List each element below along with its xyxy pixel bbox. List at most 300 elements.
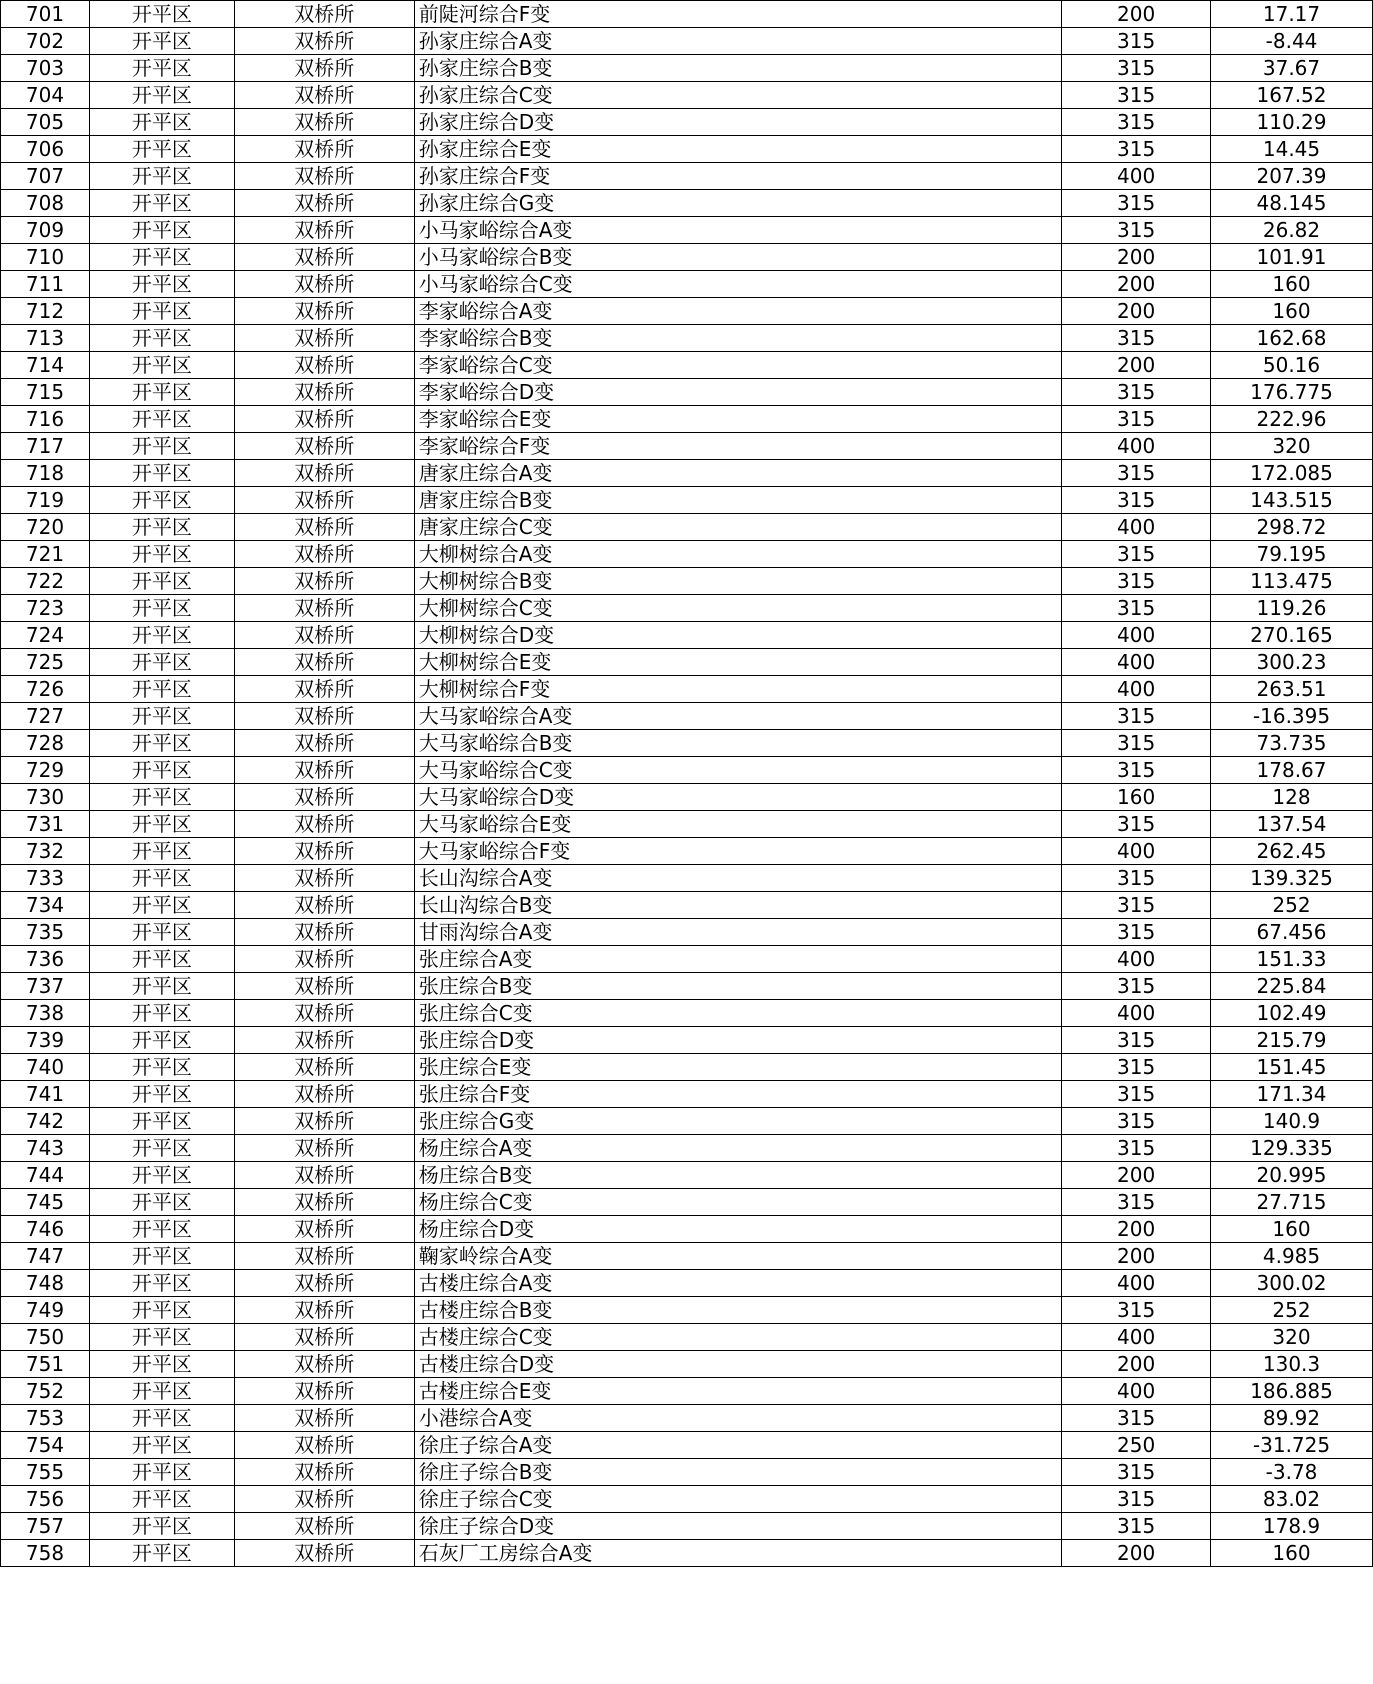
capacity-cell: 315 xyxy=(1062,325,1211,352)
station-cell: 双桥所 xyxy=(234,1135,414,1162)
row-number-cell: 714 xyxy=(1,352,90,379)
capacity-cell: 315 xyxy=(1062,1054,1211,1081)
capacity-cell: 400 xyxy=(1062,649,1211,676)
district-cell: 开平区 xyxy=(89,1189,234,1216)
row-number-cell: 703 xyxy=(1,55,90,82)
capacity-cell: 315 xyxy=(1062,892,1211,919)
district-cell: 开平区 xyxy=(89,1324,234,1351)
station-cell: 双桥所 xyxy=(234,1297,414,1324)
row-number-cell: 756 xyxy=(1,1486,90,1513)
transformer-name-cell: 大马家峪综合D变 xyxy=(414,784,1061,811)
table-row xyxy=(1,55,1373,82)
row-number-cell: 723 xyxy=(1,595,90,622)
row-number-cell: 746 xyxy=(1,1216,90,1243)
district-cell: 开平区 xyxy=(89,55,234,82)
station-cell: 双桥所 xyxy=(234,1378,414,1405)
capacity-cell: 315 xyxy=(1062,109,1211,136)
transformer-name-cell: 李家峪综合F变 xyxy=(414,433,1061,460)
row-number-cell: 712 xyxy=(1,298,90,325)
district-cell: 开平区 xyxy=(89,298,234,325)
capacity-cell: 315 xyxy=(1062,1459,1211,1486)
table-row xyxy=(1,217,1373,244)
row-number-cell: 722 xyxy=(1,568,90,595)
value-cell: 167.52 xyxy=(1211,82,1373,109)
capacity-cell: 315 xyxy=(1062,757,1211,784)
value-cell: 215.79 xyxy=(1211,1027,1373,1054)
value-cell: 129.335 xyxy=(1211,1135,1373,1162)
row-number-cell: 740 xyxy=(1,1054,90,1081)
table-row xyxy=(1,1324,1373,1351)
station-cell: 双桥所 xyxy=(234,325,414,352)
station-cell: 双桥所 xyxy=(234,244,414,271)
station-cell: 双桥所 xyxy=(234,1162,414,1189)
transformer-name-cell: 孙家庄综合D变 xyxy=(414,109,1061,136)
row-number-cell: 716 xyxy=(1,406,90,433)
transformer-name-cell: 徐庄子综合A变 xyxy=(414,1432,1061,1459)
value-cell: 110.29 xyxy=(1211,109,1373,136)
district-cell: 开平区 xyxy=(89,1000,234,1027)
transformer-name-cell: 唐家庄综合C变 xyxy=(414,514,1061,541)
table-row xyxy=(1,136,1373,163)
value-cell: 67.456 xyxy=(1211,919,1373,946)
station-cell: 双桥所 xyxy=(234,1027,414,1054)
transformer-name-cell: 小马家峪综合B变 xyxy=(414,244,1061,271)
capacity-cell: 315 xyxy=(1062,379,1211,406)
district-cell: 开平区 xyxy=(89,82,234,109)
transformer-name-cell: 大马家峪综合E变 xyxy=(414,811,1061,838)
transformer-name-cell: 大柳树综合F变 xyxy=(414,676,1061,703)
table-row xyxy=(1,244,1373,271)
table-row xyxy=(1,1351,1373,1378)
row-number-cell: 744 xyxy=(1,1162,90,1189)
transformer-name-cell: 李家峪综合B变 xyxy=(414,325,1061,352)
value-cell: 186.885 xyxy=(1211,1378,1373,1405)
table-row xyxy=(1,595,1373,622)
district-cell: 开平区 xyxy=(89,919,234,946)
capacity-cell: 400 xyxy=(1062,163,1211,190)
row-number-cell: 717 xyxy=(1,433,90,460)
district-cell: 开平区 xyxy=(89,1243,234,1270)
station-cell: 双桥所 xyxy=(234,352,414,379)
table-row xyxy=(1,703,1373,730)
station-cell: 双桥所 xyxy=(234,757,414,784)
transformer-name-cell: 石灰厂工房综合A变 xyxy=(414,1540,1061,1567)
value-cell: 27.715 xyxy=(1211,1189,1373,1216)
value-cell: 4.985 xyxy=(1211,1243,1373,1270)
table-row xyxy=(1,1486,1373,1513)
value-cell: 130.3 xyxy=(1211,1351,1373,1378)
transformer-name-cell: 古楼庄综合B变 xyxy=(414,1297,1061,1324)
transformer-name-cell: 长山沟综合A变 xyxy=(414,865,1061,892)
table-row xyxy=(1,568,1373,595)
table-row xyxy=(1,1540,1373,1567)
district-cell: 开平区 xyxy=(89,1216,234,1243)
value-cell: 176.775 xyxy=(1211,379,1373,406)
table-row xyxy=(1,1405,1373,1432)
table-row xyxy=(1,865,1373,892)
station-cell: 双桥所 xyxy=(234,568,414,595)
row-number-cell: 726 xyxy=(1,676,90,703)
station-cell: 双桥所 xyxy=(234,298,414,325)
capacity-cell: 315 xyxy=(1062,568,1211,595)
capacity-cell: 315 xyxy=(1062,1486,1211,1513)
district-cell: 开平区 xyxy=(89,730,234,757)
station-cell: 双桥所 xyxy=(234,1054,414,1081)
station-cell: 双桥所 xyxy=(234,811,414,838)
district-cell: 开平区 xyxy=(89,1432,234,1459)
district-cell: 开平区 xyxy=(89,28,234,55)
value-cell: 128 xyxy=(1211,784,1373,811)
transformer-name-cell: 小港综合A变 xyxy=(414,1405,1061,1432)
district-cell: 开平区 xyxy=(89,514,234,541)
table-row xyxy=(1,1081,1373,1108)
station-cell: 双桥所 xyxy=(234,406,414,433)
transformer-name-cell: 张庄综合C变 xyxy=(414,1000,1061,1027)
transformer-name-cell: 张庄综合D变 xyxy=(414,1027,1061,1054)
value-cell: 178.67 xyxy=(1211,757,1373,784)
value-cell: 300.02 xyxy=(1211,1270,1373,1297)
value-cell: -3.78 xyxy=(1211,1459,1373,1486)
district-cell: 开平区 xyxy=(89,1270,234,1297)
district-cell: 开平区 xyxy=(89,1027,234,1054)
value-cell: 270.165 xyxy=(1211,622,1373,649)
station-cell: 双桥所 xyxy=(234,1000,414,1027)
capacity-cell: 200 xyxy=(1062,1162,1211,1189)
row-number-cell: 728 xyxy=(1,730,90,757)
station-cell: 双桥所 xyxy=(234,784,414,811)
table-row xyxy=(1,325,1373,352)
capacity-cell: 315 xyxy=(1062,460,1211,487)
row-number-cell: 725 xyxy=(1,649,90,676)
value-cell: 17.17 xyxy=(1211,1,1373,28)
transformer-name-cell: 张庄综合B变 xyxy=(414,973,1061,1000)
row-number-cell: 720 xyxy=(1,514,90,541)
transformer-name-cell: 徐庄子综合C变 xyxy=(414,1486,1061,1513)
row-number-cell: 706 xyxy=(1,136,90,163)
table-row xyxy=(1,109,1373,136)
table-row xyxy=(1,622,1373,649)
station-cell: 双桥所 xyxy=(234,1486,414,1513)
district-cell: 开平区 xyxy=(89,757,234,784)
capacity-cell: 400 xyxy=(1062,676,1211,703)
district-cell: 开平区 xyxy=(89,163,234,190)
table-row xyxy=(1,298,1373,325)
row-number-cell: 711 xyxy=(1,271,90,298)
station-cell: 双桥所 xyxy=(234,163,414,190)
row-number-cell: 709 xyxy=(1,217,90,244)
table-row xyxy=(1,271,1373,298)
capacity-cell: 315 xyxy=(1062,28,1211,55)
capacity-cell: 200 xyxy=(1062,1,1211,28)
transformer-name-cell: 唐家庄综合B变 xyxy=(414,487,1061,514)
row-number-cell: 737 xyxy=(1,973,90,1000)
table-row xyxy=(1,1216,1373,1243)
table-row xyxy=(1,1054,1373,1081)
value-cell: 320 xyxy=(1211,433,1373,460)
value-cell: 143.515 xyxy=(1211,487,1373,514)
value-cell: 172.085 xyxy=(1211,460,1373,487)
capacity-cell: 315 xyxy=(1062,217,1211,244)
transformer-name-cell: 孙家庄综合G变 xyxy=(414,190,1061,217)
transformer-name-cell: 长山沟综合B变 xyxy=(414,892,1061,919)
district-cell: 开平区 xyxy=(89,1108,234,1135)
district-cell: 开平区 xyxy=(89,676,234,703)
station-cell: 双桥所 xyxy=(234,1270,414,1297)
value-cell: 252 xyxy=(1211,892,1373,919)
station-cell: 双桥所 xyxy=(234,82,414,109)
table-row xyxy=(1,406,1373,433)
table-row xyxy=(1,1108,1373,1135)
station-cell: 双桥所 xyxy=(234,1324,414,1351)
capacity-cell: 250 xyxy=(1062,1432,1211,1459)
station-cell: 双桥所 xyxy=(234,433,414,460)
transformer-name-cell: 杨庄综合D变 xyxy=(414,1216,1061,1243)
transformer-name-cell: 李家峪综合A变 xyxy=(414,298,1061,325)
station-cell: 双桥所 xyxy=(234,838,414,865)
row-number-cell: 702 xyxy=(1,28,90,55)
row-number-cell: 701 xyxy=(1,1,90,28)
district-cell: 开平区 xyxy=(89,946,234,973)
capacity-cell: 315 xyxy=(1062,1135,1211,1162)
table-row xyxy=(1,1162,1373,1189)
capacity-cell: 315 xyxy=(1062,1297,1211,1324)
row-number-cell: 739 xyxy=(1,1027,90,1054)
value-cell: 171.34 xyxy=(1211,1081,1373,1108)
district-cell: 开平区 xyxy=(89,568,234,595)
value-cell: 178.9 xyxy=(1211,1513,1373,1540)
value-cell: -16.395 xyxy=(1211,703,1373,730)
capacity-cell: 400 xyxy=(1062,838,1211,865)
station-cell: 双桥所 xyxy=(234,946,414,973)
station-cell: 双桥所 xyxy=(234,1,414,28)
row-number-cell: 731 xyxy=(1,811,90,838)
table-row xyxy=(1,433,1373,460)
district-cell: 开平区 xyxy=(89,406,234,433)
row-number-cell: 748 xyxy=(1,1270,90,1297)
table-row xyxy=(1,1297,1373,1324)
table-row xyxy=(1,1432,1373,1459)
value-cell: 20.995 xyxy=(1211,1162,1373,1189)
station-cell: 双桥所 xyxy=(234,622,414,649)
transformer-name-cell: 孙家庄综合C变 xyxy=(414,82,1061,109)
table-row xyxy=(1,676,1373,703)
table-row xyxy=(1,1189,1373,1216)
value-cell: 263.51 xyxy=(1211,676,1373,703)
transformer-name-cell: 李家峪综合E变 xyxy=(414,406,1061,433)
transformer-name-cell: 徐庄子综合D变 xyxy=(414,1513,1061,1540)
district-cell: 开平区 xyxy=(89,649,234,676)
row-number-cell: 710 xyxy=(1,244,90,271)
district-cell: 开平区 xyxy=(89,1405,234,1432)
transformer-name-cell: 甘雨沟综合A变 xyxy=(414,919,1061,946)
value-cell: 160 xyxy=(1211,1216,1373,1243)
district-cell: 开平区 xyxy=(89,622,234,649)
transformer-name-cell: 唐家庄综合A变 xyxy=(414,460,1061,487)
table-row xyxy=(1,784,1373,811)
capacity-cell: 315 xyxy=(1062,190,1211,217)
value-cell: -31.725 xyxy=(1211,1432,1373,1459)
value-cell: 160 xyxy=(1211,298,1373,325)
value-cell: 102.49 xyxy=(1211,1000,1373,1027)
district-cell: 开平区 xyxy=(89,1162,234,1189)
table-row xyxy=(1,1459,1373,1486)
transformer-name-cell: 鞠家岭综合A变 xyxy=(414,1243,1061,1270)
table-row xyxy=(1,730,1373,757)
transformer-name-cell: 张庄综合E变 xyxy=(414,1054,1061,1081)
capacity-cell: 400 xyxy=(1062,946,1211,973)
district-cell: 开平区 xyxy=(89,703,234,730)
row-number-cell: 727 xyxy=(1,703,90,730)
row-number-cell: 741 xyxy=(1,1081,90,1108)
row-number-cell: 752 xyxy=(1,1378,90,1405)
row-number-cell: 754 xyxy=(1,1432,90,1459)
capacity-cell: 315 xyxy=(1062,1108,1211,1135)
transformer-name-cell: 徐庄子综合B变 xyxy=(414,1459,1061,1486)
capacity-cell: 315 xyxy=(1062,541,1211,568)
station-cell: 双桥所 xyxy=(234,1459,414,1486)
capacity-cell: 315 xyxy=(1062,730,1211,757)
value-cell: 300.23 xyxy=(1211,649,1373,676)
table-row xyxy=(1,1270,1373,1297)
row-number-cell: 718 xyxy=(1,460,90,487)
table-row xyxy=(1,190,1373,217)
table-row xyxy=(1,28,1373,55)
station-cell: 双桥所 xyxy=(234,865,414,892)
row-number-cell: 705 xyxy=(1,109,90,136)
table-row xyxy=(1,352,1373,379)
capacity-cell: 315 xyxy=(1062,136,1211,163)
station-cell: 双桥所 xyxy=(234,730,414,757)
station-cell: 双桥所 xyxy=(234,1216,414,1243)
transformer-name-cell: 杨庄综合C变 xyxy=(414,1189,1061,1216)
station-cell: 双桥所 xyxy=(234,1108,414,1135)
value-cell: 320 xyxy=(1211,1324,1373,1351)
district-cell: 开平区 xyxy=(89,541,234,568)
value-cell: 48.145 xyxy=(1211,190,1373,217)
capacity-cell: 200 xyxy=(1062,352,1211,379)
station-cell: 双桥所 xyxy=(234,676,414,703)
district-cell: 开平区 xyxy=(89,1054,234,1081)
station-cell: 双桥所 xyxy=(234,460,414,487)
value-cell: 262.45 xyxy=(1211,838,1373,865)
transformer-name-cell: 张庄综合A变 xyxy=(414,946,1061,973)
table-body xyxy=(1,1,1373,1567)
capacity-cell: 315 xyxy=(1062,1081,1211,1108)
row-number-cell: 735 xyxy=(1,919,90,946)
district-cell: 开平区 xyxy=(89,892,234,919)
capacity-cell: 400 xyxy=(1062,1270,1211,1297)
row-number-cell: 745 xyxy=(1,1189,90,1216)
transformer-name-cell: 孙家庄综合B变 xyxy=(414,55,1061,82)
capacity-cell: 315 xyxy=(1062,1513,1211,1540)
row-number-cell: 733 xyxy=(1,865,90,892)
value-cell: 119.26 xyxy=(1211,595,1373,622)
transformer-name-cell: 古楼庄综合C变 xyxy=(414,1324,1061,1351)
row-number-cell: 713 xyxy=(1,325,90,352)
transformer-name-cell: 张庄综合F变 xyxy=(414,1081,1061,1108)
row-number-cell: 742 xyxy=(1,1108,90,1135)
value-cell: 89.92 xyxy=(1211,1405,1373,1432)
transformer-name-cell: 杨庄综合B变 xyxy=(414,1162,1061,1189)
station-cell: 双桥所 xyxy=(234,109,414,136)
table-row xyxy=(1,1027,1373,1054)
district-cell: 开平区 xyxy=(89,244,234,271)
table-row xyxy=(1,487,1373,514)
table-row xyxy=(1,838,1373,865)
district-cell: 开平区 xyxy=(89,433,234,460)
district-cell: 开平区 xyxy=(89,1540,234,1567)
capacity-cell: 400 xyxy=(1062,514,1211,541)
row-number-cell: 757 xyxy=(1,1513,90,1540)
district-cell: 开平区 xyxy=(89,811,234,838)
transformer-name-cell: 李家峪综合C变 xyxy=(414,352,1061,379)
row-number-cell: 724 xyxy=(1,622,90,649)
transformer-name-cell: 小马家峪综合C变 xyxy=(414,271,1061,298)
capacity-cell: 400 xyxy=(1062,622,1211,649)
table-row xyxy=(1,379,1373,406)
capacity-cell: 400 xyxy=(1062,1378,1211,1405)
district-cell: 开平区 xyxy=(89,865,234,892)
value-cell: -8.44 xyxy=(1211,28,1373,55)
row-number-cell: 707 xyxy=(1,163,90,190)
station-cell: 双桥所 xyxy=(234,1351,414,1378)
table-row xyxy=(1,892,1373,919)
value-cell: 298.72 xyxy=(1211,514,1373,541)
table-row xyxy=(1,757,1373,784)
district-cell: 开平区 xyxy=(89,109,234,136)
district-cell: 开平区 xyxy=(89,1351,234,1378)
station-cell: 双桥所 xyxy=(234,1405,414,1432)
table-row xyxy=(1,514,1373,541)
station-cell: 双桥所 xyxy=(234,136,414,163)
value-cell: 113.475 xyxy=(1211,568,1373,595)
district-cell: 开平区 xyxy=(89,973,234,1000)
district-cell: 开平区 xyxy=(89,460,234,487)
capacity-cell: 315 xyxy=(1062,1189,1211,1216)
table-row xyxy=(1,811,1373,838)
row-number-cell: 750 xyxy=(1,1324,90,1351)
row-number-cell: 758 xyxy=(1,1540,90,1567)
station-cell: 双桥所 xyxy=(234,541,414,568)
row-number-cell: 708 xyxy=(1,190,90,217)
transformer-name-cell: 大马家峪综合A变 xyxy=(414,703,1061,730)
station-cell: 双桥所 xyxy=(234,28,414,55)
transformer-name-cell: 大柳树综合B变 xyxy=(414,568,1061,595)
value-cell: 162.68 xyxy=(1211,325,1373,352)
station-cell: 双桥所 xyxy=(234,1243,414,1270)
transformer-name-cell: 李家峪综合D变 xyxy=(414,379,1061,406)
district-cell: 开平区 xyxy=(89,352,234,379)
value-cell: 83.02 xyxy=(1211,1486,1373,1513)
station-cell: 双桥所 xyxy=(234,514,414,541)
capacity-cell: 200 xyxy=(1062,1243,1211,1270)
transformer-name-cell: 大柳树综合E变 xyxy=(414,649,1061,676)
transformer-name-cell: 大柳树综合A变 xyxy=(414,541,1061,568)
capacity-cell: 315 xyxy=(1062,595,1211,622)
district-cell: 开平区 xyxy=(89,1081,234,1108)
capacity-cell: 315 xyxy=(1062,919,1211,946)
district-cell: 开平区 xyxy=(89,1297,234,1324)
capacity-cell: 400 xyxy=(1062,1324,1211,1351)
station-cell: 双桥所 xyxy=(234,1432,414,1459)
capacity-cell: 315 xyxy=(1062,82,1211,109)
station-cell: 双桥所 xyxy=(234,1513,414,1540)
table-row xyxy=(1,946,1373,973)
transformer-name-cell: 杨庄综合A变 xyxy=(414,1135,1061,1162)
table-row xyxy=(1,1000,1373,1027)
row-number-cell: 751 xyxy=(1,1351,90,1378)
station-cell: 双桥所 xyxy=(234,919,414,946)
